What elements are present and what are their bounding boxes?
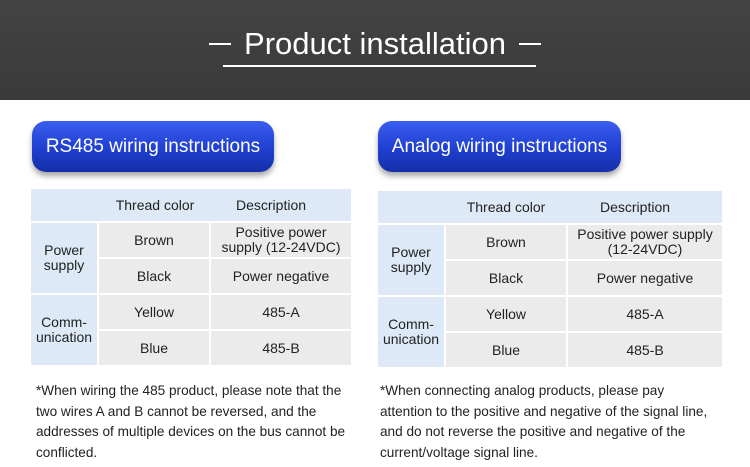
analog-table [378,191,722,367]
analog-pill: Analog wiring instructions [378,121,621,172]
header-thread-color: Thread color [466,198,546,215]
cell-color-blue: Blue [99,331,209,365]
title-dash-right [519,43,541,45]
title-dash-left [209,43,231,45]
group-label-communication: Comm-unication [31,295,97,365]
cell-desc-485a: 485-A [211,295,351,329]
header-banner [0,0,750,100]
rs485-note: *When wiring the 485 product, please note that the two wires A and B cannot be reversed, and the addresses of multiple devices on the bus cannot be conflicted. [36,383,346,460]
cell-color-black: Black [99,259,209,293]
header-description: Description [235,196,307,213]
cell-color-blue: Blue [446,333,566,367]
rs485-table [31,189,351,365]
page-title: Product installation [244,26,506,61]
cell-color-black: Black [446,261,566,295]
group-label-power: Power supply [31,223,97,293]
cell-desc-positive: Positive power supply (12-24VDC) [568,225,722,259]
cell-desc-485b: 485-B [568,333,722,367]
cell-color-brown: Brown [99,223,209,257]
analog-note: *When connecting analog products, please pay attention to the positive and negative of the signal line, and do not reverse the positive and negative of the current/voltage signal line. [380,383,708,460]
rs485-pill: RS485 wiring instructions [32,121,274,172]
cell-desc-485b: 485-B [211,331,351,365]
header-thread-color: Thread color [115,196,195,213]
cell-color-brown: Brown [446,225,566,259]
cell-desc-485a: 485-A [568,297,722,331]
header-description: Description [599,198,671,215]
group-label-communication: Comm-unication [378,297,444,367]
title-underline [223,65,536,67]
cell-desc-negative: Power negative [211,259,351,293]
group-label-power: Power supply [378,225,444,295]
cell-color-yellow: Yellow [446,297,566,331]
cell-desc-positive: Positive power supply (12-24VDC) [211,223,351,257]
cell-color-yellow: Yellow [99,295,209,329]
cell-desc-negative: Power negative [568,261,722,295]
